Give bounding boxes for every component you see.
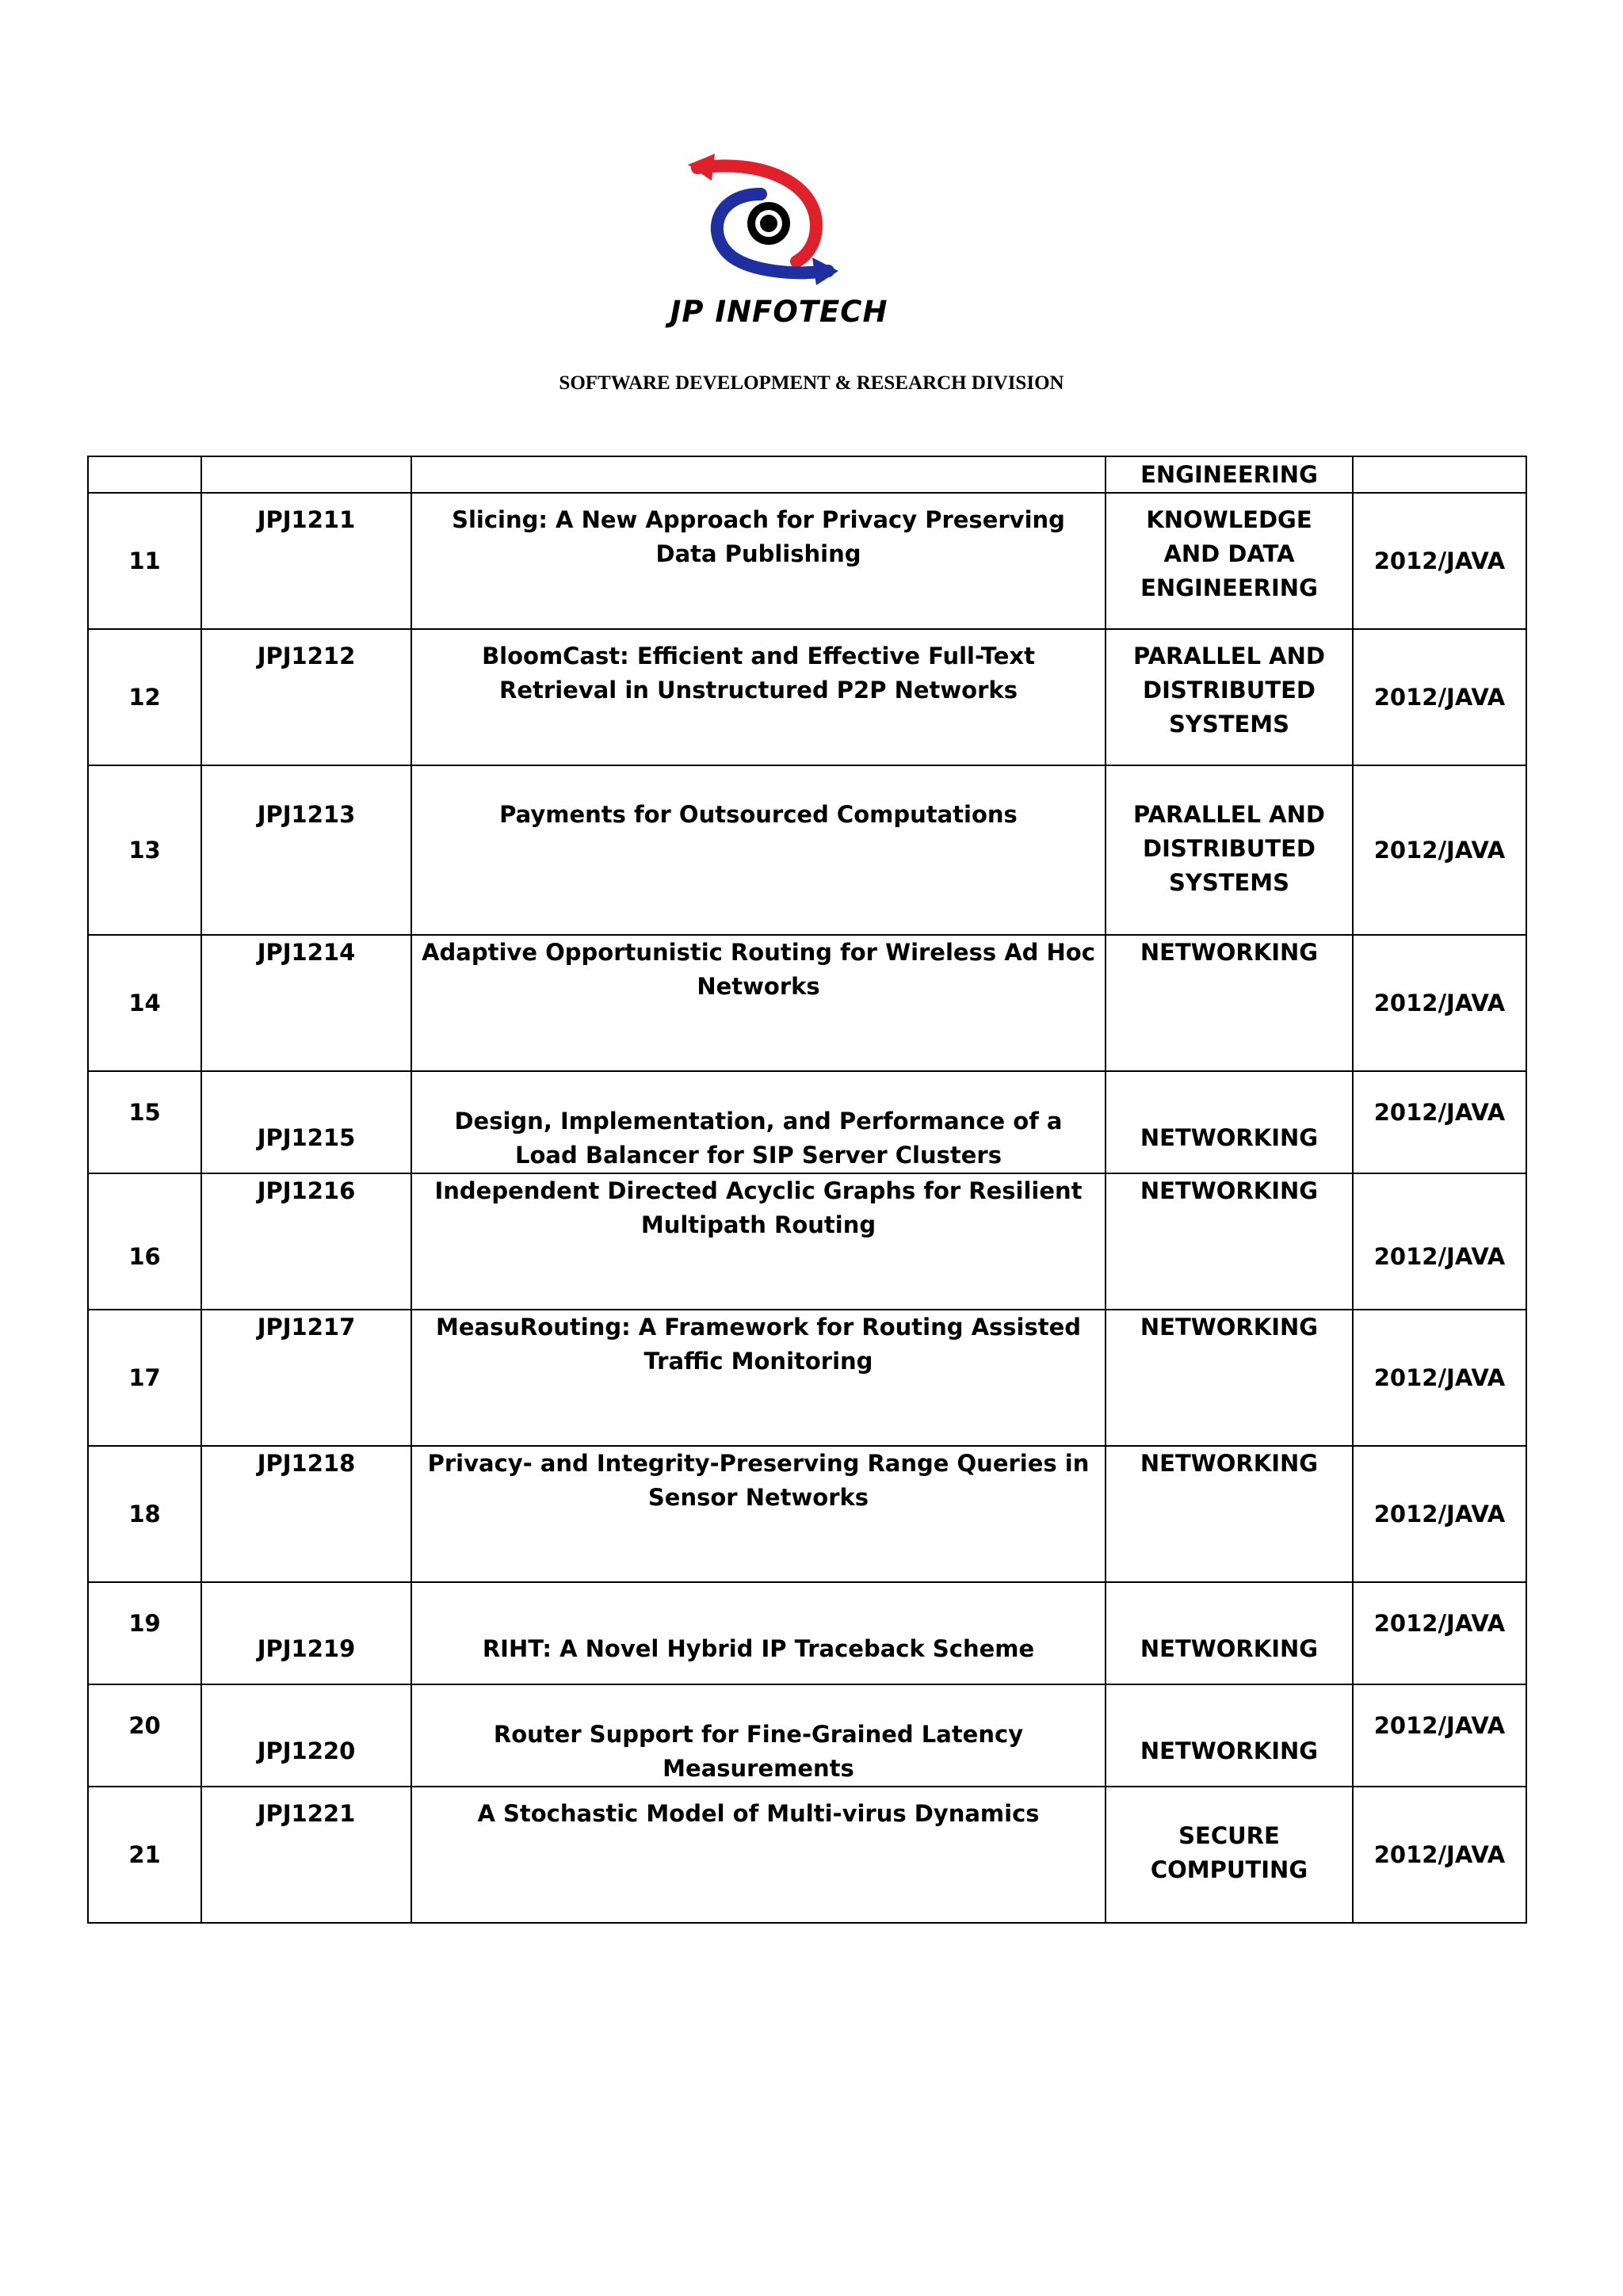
- cell-code: JPJ1217: [201, 1310, 411, 1446]
- cell-domain: KNOWLEDGE AND DATA ENGINEERING: [1106, 493, 1353, 629]
- cell-no: 21: [88, 1787, 201, 1923]
- cell-year: 2012/JAVA: [1353, 1071, 1526, 1173]
- cell-code: JPJ1220: [201, 1684, 411, 1787]
- cell-code: JPJ1216: [201, 1173, 411, 1310]
- cell-code: JPJ1215: [201, 1071, 411, 1173]
- cell-code: JPJ1221: [201, 1787, 411, 1923]
- table-row: [88, 935, 1526, 1071]
- cell-code: JPJ1218: [201, 1446, 411, 1582]
- cell-no: 14: [88, 935, 201, 1071]
- company-name: JP INFOTECH: [670, 295, 888, 329]
- cell-year: 2012/JAVA: [1353, 1446, 1526, 1582]
- cell-no: 11: [88, 493, 201, 629]
- cell-no: 17: [88, 1310, 201, 1446]
- cell-code: JPJ1219: [201, 1582, 411, 1684]
- cell-domain: NETWORKING: [1106, 1684, 1353, 1787]
- cell-code: [201, 456, 411, 493]
- table-row: [88, 1310, 1526, 1446]
- cell-title: Adaptive Opportunistic Routing for Wireless Ad Hoc Networks: [411, 935, 1106, 1071]
- cell-domain: ENGINEERING: [1106, 456, 1353, 493]
- cell-title: A Stochastic Model of Multi-virus Dynamics: [411, 1787, 1106, 1923]
- cell-year: 2012/JAVA: [1353, 1582, 1526, 1684]
- table-row: [88, 629, 1526, 765]
- table-row: [88, 1071, 1526, 1173]
- table-row: [88, 765, 1526, 935]
- cell-title: Design, Implementation, and Performance of a Load Balancer for SIP Server Clusters: [411, 1071, 1106, 1173]
- cell-title: [411, 456, 1106, 493]
- cell-no: 16: [88, 1173, 201, 1310]
- table-row: [88, 493, 1526, 629]
- table-row: [88, 1446, 1526, 1582]
- cell-no: 12: [88, 629, 201, 765]
- division-subtitle: SOFTWARE DEVELOPMENT & RESEARCH DIVISION: [559, 372, 1064, 394]
- cell-year: 2012/JAVA: [1353, 1173, 1526, 1310]
- cell-no: 20: [88, 1684, 201, 1787]
- cell-year: 2012/JAVA: [1353, 493, 1526, 629]
- cell-domain: NETWORKING: [1106, 1071, 1353, 1173]
- cell-domain: NETWORKING: [1106, 1446, 1353, 1582]
- cell-title: RIHT: A Novel Hybrid IP Traceback Scheme: [411, 1582, 1106, 1684]
- cell-year: 2012/JAVA: [1353, 1310, 1526, 1446]
- cell-title: Router Support for Fine-Grained Latency Measurements: [411, 1684, 1106, 1787]
- cell-title: MeasuRouting: A Framework for Routing Assisted Traffic Monitoring: [411, 1310, 1106, 1446]
- cell-year: [1353, 456, 1526, 493]
- cell-no: 18: [88, 1446, 201, 1582]
- cell-domain: PARALLEL AND DISTRIBUTED SYSTEMS: [1106, 629, 1353, 765]
- cell-title: Payments for Outsourced Computations: [411, 765, 1106, 935]
- table-row: [88, 1582, 1526, 1684]
- cell-domain: NETWORKING: [1106, 1310, 1353, 1446]
- cell-no: 19: [88, 1582, 201, 1684]
- cell-year: 2012/JAVA: [1353, 765, 1526, 935]
- cell-code: JPJ1213: [201, 765, 411, 935]
- table-row: [88, 1684, 1526, 1787]
- table-row-continuation: [88, 456, 1526, 493]
- cell-title: Privacy- and Integrity-Preserving Range Queries in Sensor Networks: [411, 1446, 1106, 1582]
- cell-title: Independent Directed Acyclic Graphs for Resilient Multipath Routing: [411, 1173, 1106, 1310]
- cell-year: 2012/JAVA: [1353, 629, 1526, 765]
- cell-domain: NETWORKING: [1106, 1173, 1353, 1310]
- cell-year: 2012/JAVA: [1353, 1684, 1526, 1787]
- projects-table: [87, 456, 1527, 1924]
- cell-code: JPJ1214: [201, 935, 411, 1071]
- cell-year: 2012/JAVA: [1353, 935, 1526, 1071]
- cell-title: BloomCast: Efficient and Effective Full-Text Retrieval in Unstructured P2P Networks: [411, 629, 1106, 765]
- table-row: [88, 1173, 1526, 1310]
- cell-domain: NETWORKING: [1106, 935, 1353, 1071]
- table-row: [88, 1787, 1526, 1923]
- cell-code: JPJ1212: [201, 629, 411, 765]
- cell-code: JPJ1211: [201, 493, 411, 629]
- cell-domain: NETWORKING: [1106, 1582, 1353, 1684]
- cell-no: [88, 456, 201, 493]
- cell-no: 13: [88, 765, 201, 935]
- cell-title: Slicing: A New Approach for Privacy Preserving Data Publishing: [411, 493, 1106, 629]
- cell-no: 15: [88, 1071, 201, 1173]
- cell-domain: SECURE COMPUTING: [1106, 1787, 1353, 1923]
- cell-year: 2012/JAVA: [1353, 1787, 1526, 1923]
- cell-domain: PARALLEL AND DISTRIBUTED SYSTEMS: [1106, 765, 1353, 935]
